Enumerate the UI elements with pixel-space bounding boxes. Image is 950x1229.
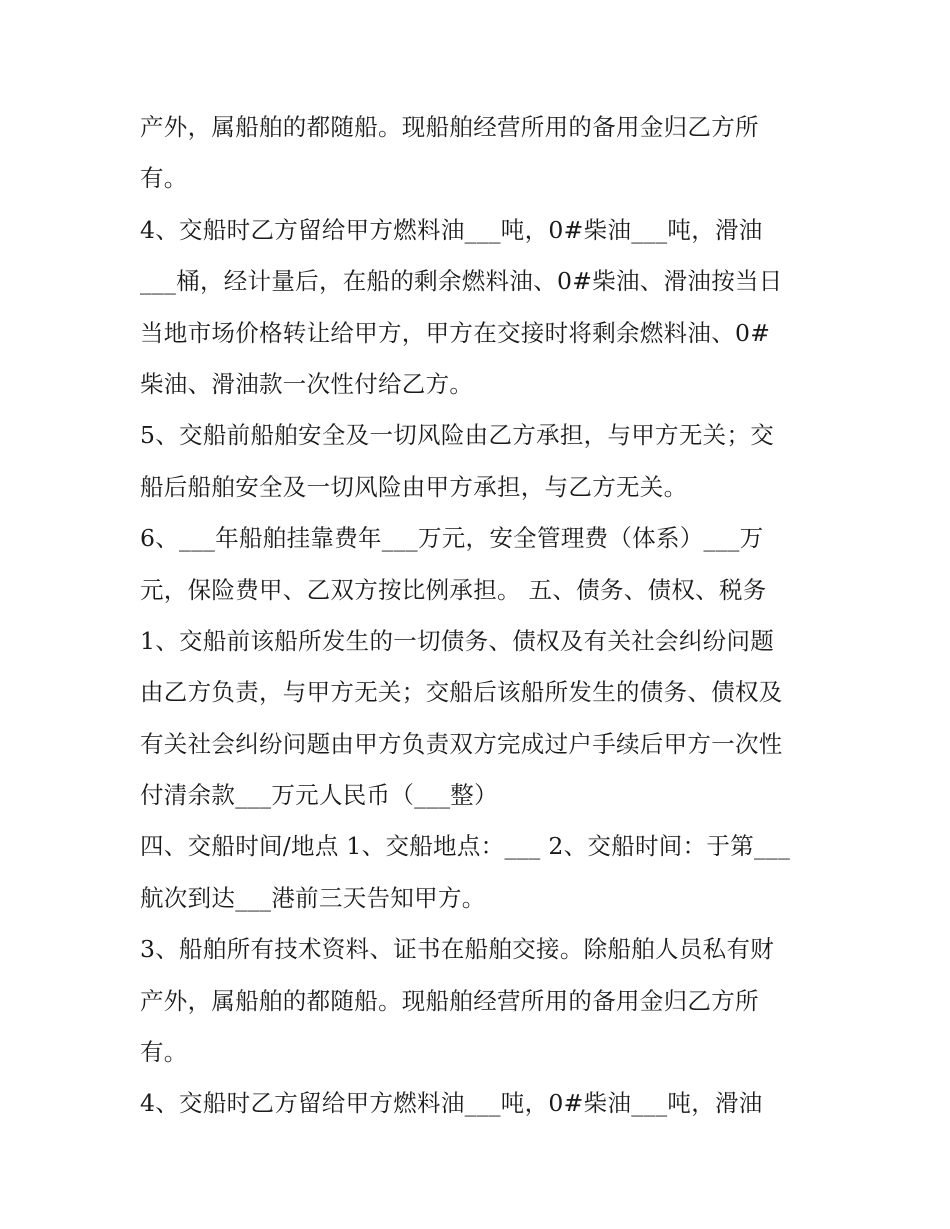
document-body bbox=[140, 102, 830, 1130]
text-line: 有。 bbox=[140, 1038, 188, 1067]
text-line: 有。 bbox=[140, 164, 188, 193]
text-line: 航次到达___港前三天告知甲方。 bbox=[140, 883, 486, 912]
text-line: 6、___年船舶挂靠费年___万元，安全管理费（体系）___万 bbox=[140, 524, 764, 553]
text-line: 3、船舶所有技术资料、证书在船舶交接。除船舶人员私有财 bbox=[140, 935, 775, 964]
text-line: 4、交船时乙方留给甲方燃料油___吨，0#柴油___吨，滑油 bbox=[140, 215, 763, 244]
text-line: 产外，属船舶的都随船。现船舶经营所用的备用金归乙方所 bbox=[140, 986, 759, 1015]
text-line: 四、交船时间/地点 1、交船地点：___ 2、交船时间：于第___ bbox=[140, 832, 791, 861]
text-line: 柴油、滑油款一次性付给乙方。 bbox=[140, 369, 474, 398]
text-line: 5、交船前船舶安全及一切风险由乙方承担，与甲方无关；交 bbox=[140, 421, 775, 450]
text-line: 付清余款___万元人民币（___整） bbox=[140, 781, 498, 810]
text-line: ___桶，经计量后，在船的剩余燃料油、0#柴油、滑油按当日 bbox=[140, 267, 783, 296]
text-line: 有关社会纠纷问题由甲方负责双方完成过户手续后甲方一次性 bbox=[140, 729, 783, 758]
text-line: 船后船舶安全及一切风险由甲方承担，与乙方无关。 bbox=[140, 472, 688, 501]
text-line: 1、交船前该船所发生的一切债务、债权及有关社会纠纷问题 bbox=[140, 626, 775, 655]
text-line: 当地市场价格转让给甲方，甲方在交接时将剩余燃料油、0# bbox=[140, 318, 771, 347]
text-line: 元，保险费甲、乙双方按比例承担。 五、债务、债权、税务 bbox=[140, 575, 767, 604]
text-line: 产外，属船舶的都随船。现船舶经营所用的备用金归乙方所 bbox=[140, 113, 759, 141]
text-line: 由乙方负责，与甲方无关；交船后该船所发生的债务、债权及 bbox=[140, 678, 783, 707]
text-line: 4、交船时乙方留给甲方燃料油___吨，0#柴油___吨，滑油 bbox=[140, 1089, 763, 1118]
